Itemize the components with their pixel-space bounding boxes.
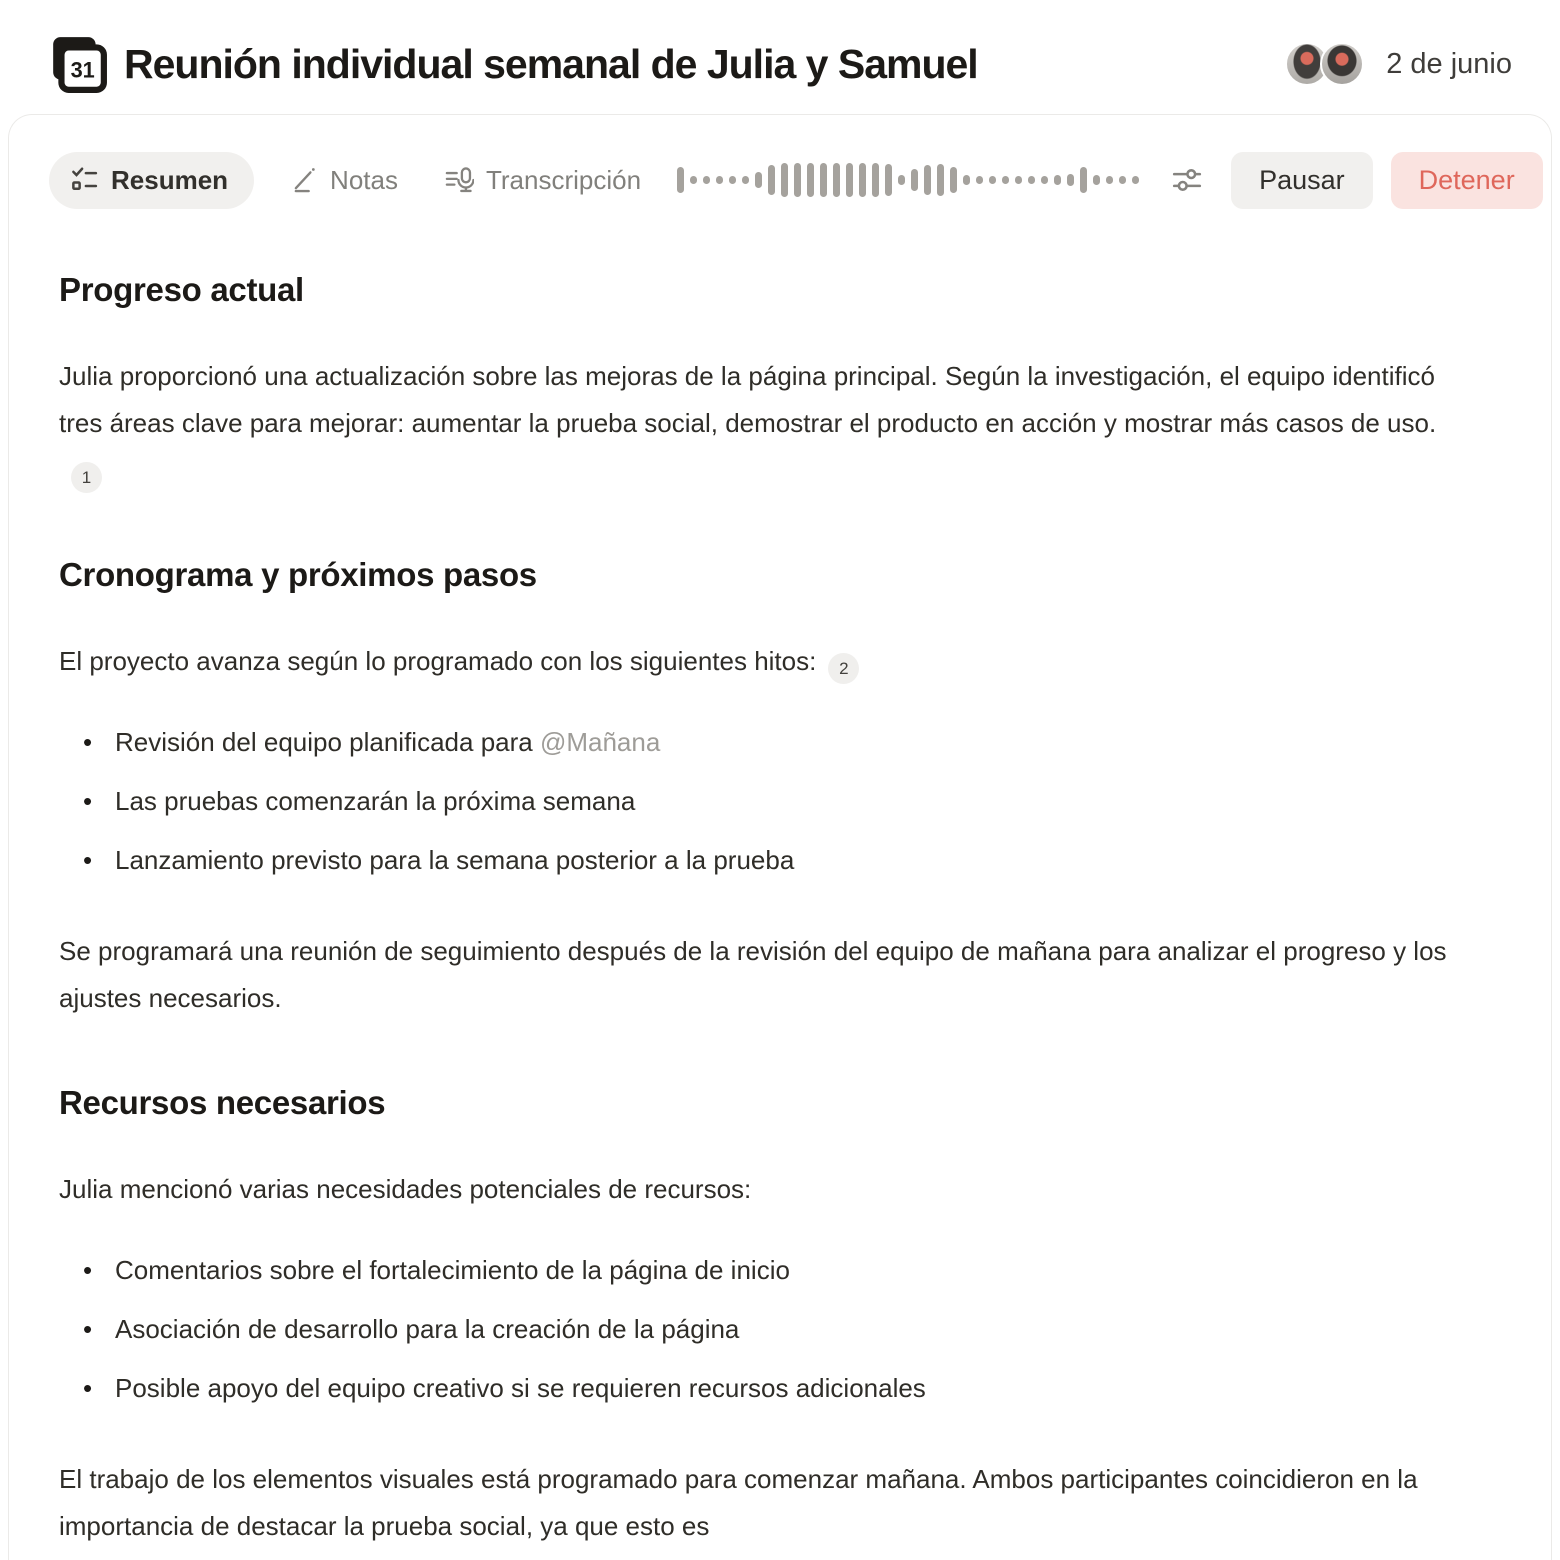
transcript-mic-icon: [444, 165, 474, 195]
view-tabs: [49, 152, 651, 209]
section-heading-progreso: Progreso actual: [59, 271, 304, 308]
list-item-text: Posible apoyo del equipo creativo si se requieren recursos adicionales: [115, 1373, 926, 1403]
citation-badge-2[interactable]: 2: [828, 653, 859, 684]
resources-list: [59, 1247, 1479, 1412]
citation-badge-1[interactable]: 1: [71, 462, 102, 493]
svg-text:31: 31: [70, 57, 95, 83]
checklist-icon: [69, 165, 99, 195]
tab-label: Transcripción: [485, 164, 642, 195]
paragraph: El trabajo de los elementos visuales está programado para comenzar mañana. Ambos participantes coincidieron en la importancia de destacar la prueba social, ya que esto es: [59, 1464, 1418, 1541]
list-item-text: Revisión del equipo planificada para: [115, 727, 540, 757]
paragraph: Julia mencionó varias necesidades potenciales de recursos:: [59, 1174, 752, 1204]
section-heading-cronograma: Cronograma y próximos pasos: [59, 556, 537, 593]
summary-content: [49, 271, 1489, 1550]
list-item: [59, 1247, 1479, 1294]
list-item: [59, 1365, 1479, 1412]
tab-resumen[interactable]: [49, 152, 254, 209]
list-item-text: Asociación de desarrollo para la creación de la página: [115, 1314, 740, 1344]
participant-avatars[interactable]: [1285, 42, 1364, 86]
page-title: Reunión individual semanal de Julia y Samuel: [124, 40, 978, 87]
list-item: [59, 778, 1479, 825]
milestones-list: [59, 719, 1479, 884]
date-mention[interactable]: @Mañana: [539, 727, 661, 757]
list-item: [59, 1306, 1479, 1353]
section-heading-recursos: Recursos necesarios: [59, 1084, 386, 1121]
list-item-text: Las pruebas comenzarán la próxima semana: [115, 786, 636, 816]
list-item-text: Lanzamiento previsto para la semana posterior a la prueba: [115, 845, 795, 875]
participant-avatar-2[interactable]: [1320, 42, 1364, 86]
calendar-31-icon: [48, 34, 108, 94]
tab-notas[interactable]: [280, 152, 408, 209]
list-item-text: Comentarios sobre el fortalecimiento de la página de inicio: [115, 1255, 790, 1285]
list-item: [59, 719, 1479, 766]
paragraph: Se programará una reunión de seguimiento después de la revisión del equipo de mañana para analizar el progreso y los ajustes necesarios.: [59, 936, 1447, 1013]
audio-waveform: [677, 151, 1139, 209]
pencil-icon: [290, 166, 318, 194]
paragraph: [59, 353, 1479, 494]
stop-button[interactable]: Detener: [1391, 152, 1543, 209]
ai-meeting-toolbar: [49, 151, 1515, 209]
pause-button[interactable]: Pausar: [1231, 152, 1373, 209]
tab-transcripcion[interactable]: [434, 152, 651, 209]
paragraph: [59, 638, 1479, 685]
page-header: [0, 0, 1560, 114]
paragraph-text: Julia proporcionó una actualización sobre las mejoras de la página principal. Según la investigación, el equipo identificó tres áreas clave para mejorar: aumentar la prueba social, demostrar el producto en acción y mostrar más casos de uso.: [59, 361, 1437, 438]
tab-label: Notas: [330, 164, 398, 195]
tab-label: Resumen: [111, 164, 229, 195]
list-item: [59, 837, 1479, 884]
sliders-icon[interactable]: [1165, 158, 1209, 202]
meeting-date: 2 de junio: [1386, 47, 1512, 80]
paragraph-text: El proyecto avanza según lo programado con los siguientes hitos:: [59, 646, 817, 676]
meeting-notes-card: [8, 114, 1552, 1560]
